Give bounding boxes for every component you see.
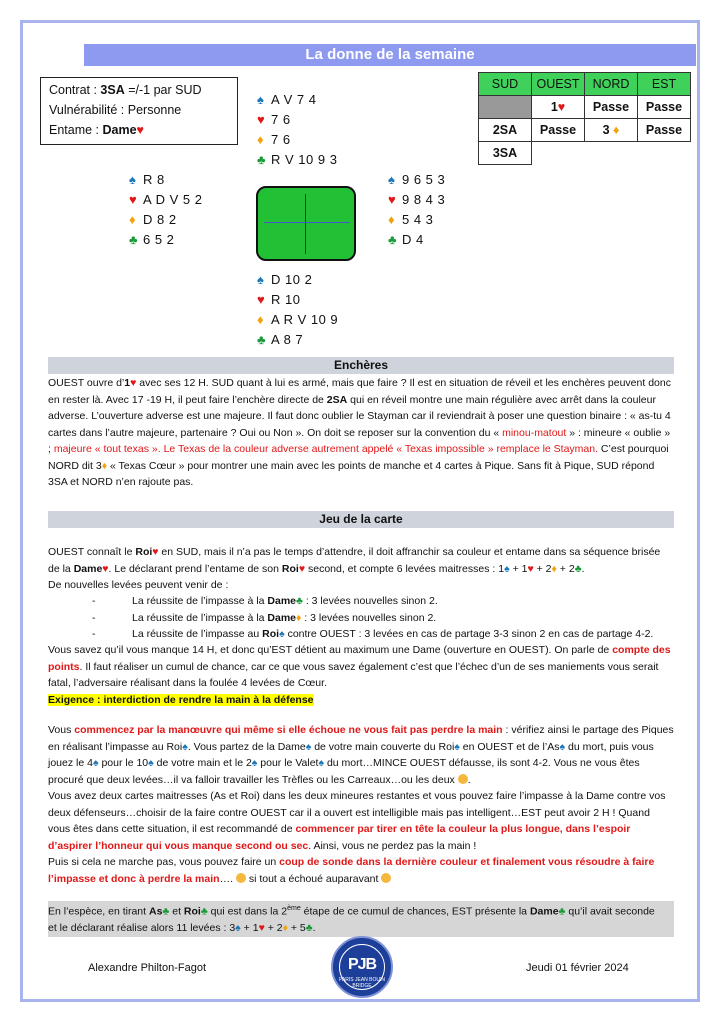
diamond-icon: ♦: [257, 312, 265, 327]
spade-icon: ♠: [148, 757, 154, 769]
contract-label: Contrat :: [49, 83, 101, 97]
spade-icon: ♠: [129, 172, 137, 187]
club-icon: ♣: [129, 232, 139, 247]
logo-text: PARIS JEAN BOUIN BRIDGE: [338, 977, 386, 989]
smiley-icon: [381, 873, 391, 883]
diamond-icon: ♦: [388, 212, 396, 227]
logo-monogram: PJB: [347, 956, 377, 973]
jeu-paragraph-1: OUEST connaît le Roi♥ en SUD, mais il n’a pas le temps d’attendre, il doit affranchir sa couleur et entame dans sa séquence brisée de la Dame♥. Le déclarant prend l’entame de son Roi♥ second, et compte 6 levées maitresses : 1♠ + 1♥ + 2♦ + 2♣. De nouvelles levées peuvent venir de :: [48, 546, 661, 591]
east-diamonds: 5 4 3: [402, 212, 434, 227]
spade-icon: ♠: [318, 757, 325, 769]
west-hearts: A D V 5 2: [143, 192, 203, 207]
diamond-icon: ♦: [613, 123, 620, 137]
bidding-row: [479, 142, 691, 165]
heart-icon: ♥: [130, 377, 137, 389]
header-sud: SUD: [479, 73, 532, 96]
heart-icon: ♥: [129, 192, 138, 207]
lead-line: [49, 120, 229, 140]
heart-icon: ♥: [136, 123, 144, 137]
club-icon: ♣: [305, 922, 313, 934]
bidding-row: [479, 119, 691, 142]
list-item: - La réussite de l’impasse au Roi♠ contre OUEST : 3 levées en cas de partage 3-3 sinon 2 en cas de partage 4-2.: [92, 628, 654, 640]
heart-icon: ♥: [298, 562, 306, 575]
west-spades: R 8: [143, 172, 165, 187]
club-icon: ♣: [162, 905, 170, 918]
club-icon: ♣: [388, 232, 398, 247]
south-spades: D 10 2: [271, 272, 313, 287]
spade-icon: ♠: [388, 172, 396, 187]
bidding-row: [479, 96, 691, 119]
spade-icon: ♠: [251, 757, 258, 769]
list-item: - La réussite de l’impasse à la Dame♦ : 3 levées nouvelles sinon 2.: [92, 611, 437, 624]
west-diamonds: D 8 2: [143, 212, 177, 227]
club-icon: ♣: [257, 152, 267, 167]
north-clubs: R V 10 9 3: [271, 152, 338, 167]
header-ouest: OUEST: [532, 73, 585, 96]
heart-icon: ♥: [258, 922, 265, 934]
club-logo: [331, 936, 393, 998]
contract-rest: =/-1 par SUD: [124, 83, 202, 97]
jeu-heading: Jeu de la carte: [48, 511, 674, 528]
bid-value: 3: [602, 123, 610, 137]
contract-box: [40, 77, 238, 145]
south-diamonds: A R V 10 9: [271, 312, 339, 327]
diamond-icon: ♦: [101, 459, 108, 472]
diamond-icon: ♦: [129, 212, 137, 227]
spade-icon: ♠: [279, 628, 285, 640]
smiley-icon: [458, 774, 468, 784]
spade-icon: ♠: [92, 757, 99, 769]
lead-label: Entame :: [49, 123, 103, 137]
page-title: La donne de la semaine: [84, 44, 696, 66]
lead-value: Dame: [102, 123, 137, 137]
heart-icon: ♥: [257, 112, 266, 127]
bid-cell: [585, 119, 638, 142]
smiley-icon: [236, 873, 246, 883]
spade-icon: ♠: [454, 740, 460, 753]
list-item: - La réussite de l’impasse à la Dame♣ : 3 levées nouvelles sinon 2.: [92, 595, 438, 607]
spade-icon: ♠: [182, 740, 188, 753]
heart-icon: ♥: [527, 562, 534, 575]
diamond-icon: ♦: [551, 562, 557, 575]
spade-icon: ♠: [235, 922, 241, 934]
east-hearts: 9 8 4 3: [402, 192, 446, 207]
contract-line: [49, 80, 229, 100]
levees-list: [48, 593, 674, 643]
bid-cell: Passe: [585, 96, 638, 119]
spade-icon: ♠: [305, 740, 312, 753]
heart-icon: ♥: [102, 562, 109, 575]
diamond-icon: ♦: [282, 922, 288, 934]
header-est: EST: [638, 73, 691, 96]
club-icon: ♣: [296, 595, 303, 607]
bid-cell: Passe: [638, 119, 691, 142]
table-vertical-line: [305, 194, 306, 254]
bidding-table: [478, 72, 691, 165]
jeu-paragraph-2: Vous savez qu’il vous manque 14 H, et donc qu’EST détient au maximum une Dame (ouverture en OUEST). On parle de compte des points. Il faut réaliser un cumul de chance, car ce que vous savez également c’est que l’échec d’un de ses maniements vous serait fatal, l’adversaire réalisant dans la foulée 4 levées de Cœur. Exigence : interdiction de rendre la main à la défense: [48, 644, 671, 706]
spade-icon: ♠: [257, 92, 265, 107]
east-hand: [388, 170, 445, 250]
club-icon: ♣: [574, 562, 582, 575]
card-table: [256, 186, 356, 261]
bid-cell: Passe: [638, 96, 691, 119]
north-hearts: 7 6: [271, 112, 291, 127]
encheres-heading: Enchères: [48, 357, 674, 374]
jeu-paragraph-conclusion: En l’espèce, en tirant As♣ et Roi♣ qui est dans la 2ème étape de ce cumul de chances, EST présente la Dame♣ qu’il avait seconde et le déclarant réalise alors 11 levées : 3♠ + 1♥ + 2♦ + 5♣.: [48, 901, 674, 937]
bid-cell-empty: [479, 96, 532, 119]
footer-date: Jeudi 01 février 2024: [526, 962, 629, 974]
south-hand: [257, 270, 338, 350]
header-nord: NORD: [585, 73, 638, 96]
bid-cell: Passe: [532, 119, 585, 142]
east-clubs: D 4: [402, 232, 424, 247]
bid-cell: 3SA: [479, 142, 532, 165]
spade-icon: ♠: [504, 562, 510, 575]
north-diamonds: 7 6: [271, 132, 291, 147]
diamond-icon: ♦: [257, 132, 265, 147]
bid-cell: 2SA: [479, 119, 532, 142]
heart-icon: ♥: [388, 192, 397, 207]
table-horizontal-line: [264, 222, 350, 223]
north-spades: A V 7 4: [271, 92, 317, 107]
contract-value: 3SA: [100, 83, 125, 97]
diamond-icon: ♦: [296, 611, 302, 624]
bidding-header-row: [479, 73, 691, 96]
heart-icon: ♥: [257, 292, 266, 307]
encheres-paragraph: OUEST ouvre d’1♥ avec ses 12 H. SUD quant à lui es armé, mais que faire ? Il est en situation de réveil et les enchères peuvent donc en rester là. Avec 17 -19 H, il peut faire l’enchère directe de 2SA qui en réveil montre une main régulière avec arrêt dans la couleur adverse. L’ouverture adverse est une majeure. Il faut donc oublier le Stayman car il reviendrait à poser une question binaire : « as-tu 4 cartes dans l’autre majeure, partenaire ? Oui ou Non ». On doit se reposer sur la convention du « minou-matout » : mineure « oublie » ; majeure « tout texas ». Le Texas de la couleur adverse autrement appelé « Texas impossible » remplace le Stayman. C’est pourquoi NORD dit 3♦ « Texas Cœur » pour montrer une main avec les points de manche et 4 cartes à Pique. Sans fit à Pique, SUD répond 3SA et NORD n’en rajoute pas.: [48, 377, 671, 488]
bid-value: 1: [550, 100, 558, 114]
west-hand: [129, 170, 202, 250]
spade-icon: ♠: [257, 272, 265, 287]
south-hearts: R 10: [271, 292, 301, 307]
south-clubs: A 8 7: [271, 332, 304, 347]
north-hand: [257, 90, 337, 170]
jeu-paragraph-3: Vous commencez par la manœuvre qui même si elle échoue ne vous fait pas perdre la main : vérifiez ainsi le partage des Piques en réalisant l’impasse au Roi♠. Vous partez de la Dame♠ de votre main couverte du Roi♠ en OUEST et de l’As♠ du mort, puis vous jouez le 4♠ pour le 10♠ de votre main et le 2♠ pour le Valet♠ du mort…MINCE OUEST défausse, ils sont 4-2. Vous ne vous êtes procuré que deux levées…il va falloir travailler les Trèfles ou les Carreaux…ou les deux . Vous avez deux cartes maitresses (As et Roi) dans les deux mineures restantes et vous pouvez faire l’impasse à la Dame contre vos deux défenseurs…choisir de la faire contre OUEST car il a ouvert est intelligible mais pas intelligent…EST peut avoir 2 H ! Quand vous êtes dans cette situation, il est recommandé de commencer par tirer en tête la couleur la plus longue, dans l’espoir d’aspirer l’honneur qui vous manque second ou sec. Ainsi, vous ne perdez pas la main ! Puis si cela ne marche pas, vous pouvez faire un coup de sonde dans la dernière couleur et finalement vous résoudre à faire l’impasse et donc à perdre la main…. si tout a échoué auparavant: [48, 724, 674, 885]
spade-icon: ♠: [559, 740, 566, 753]
heart-icon: ♥: [152, 546, 159, 558]
vulnerability-line: Vulnérabilité : Personne: [49, 103, 182, 117]
exigence-highlight: Exigence : interdiction de rendre la main à la défense: [48, 693, 314, 706]
footer-author: Alexandre Philton-Fagot: [88, 962, 207, 974]
club-icon: ♣: [257, 332, 267, 347]
club-icon: ♣: [558, 905, 566, 918]
heart-icon: ♥: [557, 100, 566, 114]
east-spades: 9 6 5 3: [402, 172, 446, 187]
bid-cell: [532, 96, 585, 119]
club-icon: ♣: [200, 905, 208, 918]
west-clubs: 6 5 2: [143, 232, 175, 247]
